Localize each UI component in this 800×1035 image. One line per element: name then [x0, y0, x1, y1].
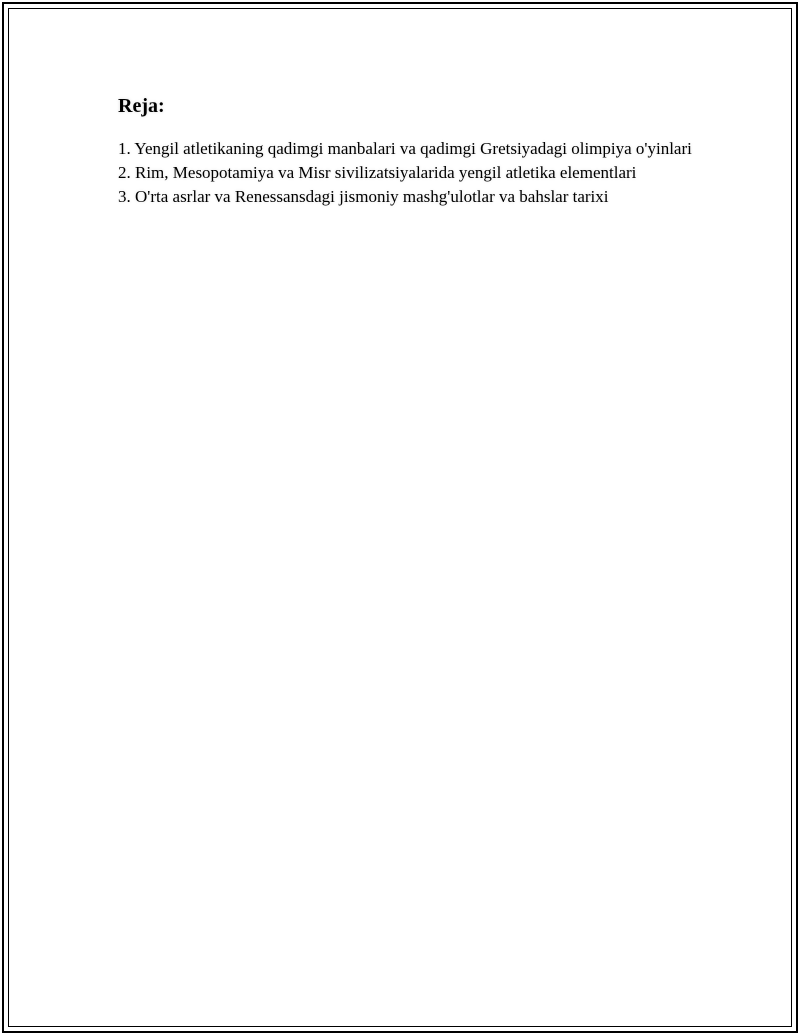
plan-item-2: 2. Rim, Mesopotamiya va Misr sivilizatsiyalarida yengil atletika elementlari: [118, 163, 637, 182]
plan-item-3: 3. O'rta asrlar va Renessansdagi jismoniy mashg'ulotlar va bahslar tarixi: [118, 187, 609, 206]
plan-item-1: 1. Yengil atletikaning qadimgi manbalari va qadimgi Gretsiyadagi olimpiya o'yinlari: [118, 139, 692, 158]
document-content: [118, 92, 698, 209]
plan-heading: Reja:: [118, 95, 165, 117]
plan-list: [118, 137, 698, 209]
